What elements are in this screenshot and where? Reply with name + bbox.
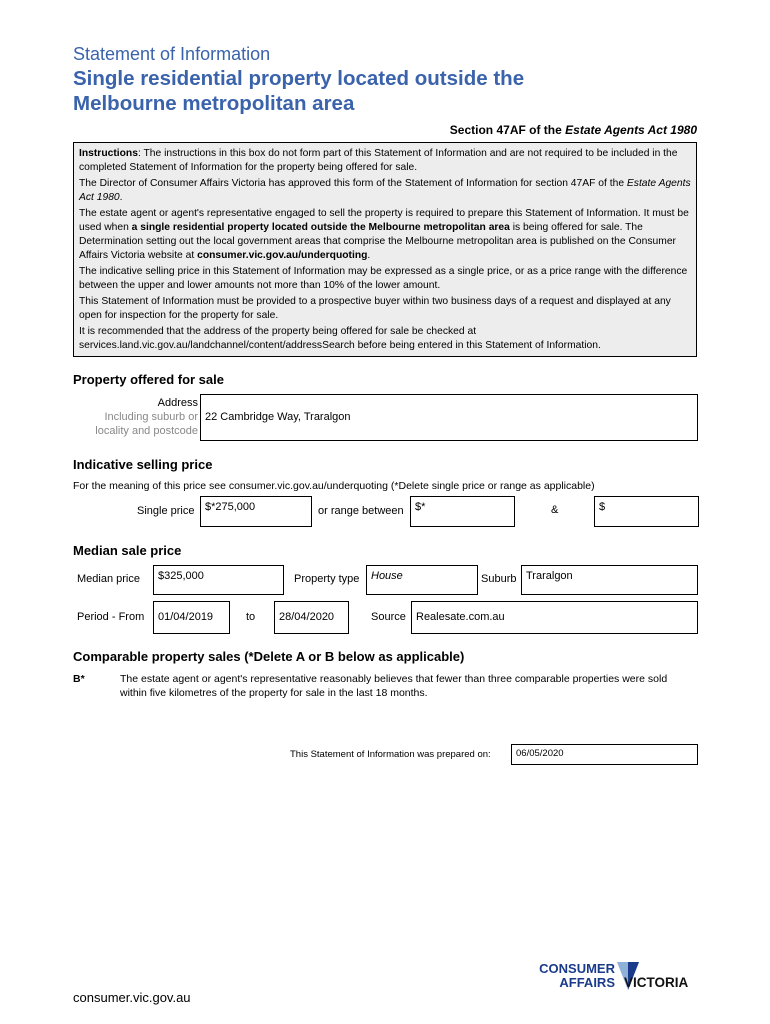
consumer-affairs-victoria-logo: [528, 960, 703, 1000]
instructions-p4: The indicative selling price in this Statement of Information may be expressed as a single price, or as a price range with the difference between the upper and lower amounts not more than 10% of the lower amount.: [79, 266, 688, 291]
instructions-box: [73, 142, 697, 357]
price-heading: Indicative selling price: [73, 457, 213, 472]
median-price-label: Median price: [77, 573, 140, 585]
instructions-p2-text: The Director of Consumer Affairs Victoria has approved this form of the Statement of Information for section 47AF of the: [79, 178, 627, 189]
comparable-text: The estate agent or agent's representative reasonably believes that fewer than three comparable properties were sold within five kilometres of the property for sale in the last 18 months.: [120, 673, 668, 699]
page-title: [73, 66, 693, 116]
source-label: Source: [371, 611, 406, 623]
section-prefix: Section 47AF of the: [449, 123, 566, 137]
address-sublabel-2: locality and postcode: [95, 425, 198, 437]
suburb-field[interactable]: Traralgon: [521, 565, 698, 595]
period-to-label: to: [246, 611, 256, 623]
address-label: Address: [157, 397, 198, 409]
prepared-date-field[interactable]: 06/05/2020: [511, 744, 698, 765]
source-field[interactable]: Realesate.com.au: [411, 601, 698, 634]
logo-mark: [528, 960, 703, 1000]
instructions-p3-end: .: [367, 250, 371, 261]
instructions-p1: [79, 147, 691, 175]
address-sublabel-1: Including suburb or: [104, 411, 198, 423]
instructions-p3: [79, 207, 691, 263]
form-pretitle: Statement of Information: [73, 44, 271, 64]
median-price-field[interactable]: $325,000: [153, 565, 284, 595]
instructions-p3-b: is being offered for sale. The Determination setting out the local government areas that comprise the Melbourne metropolitan area is published on the Consumer Affairs Victoria website at: [79, 222, 676, 261]
period-from-label: Period - From: [77, 611, 145, 623]
property-heading: Property offered for sale: [73, 372, 224, 387]
footer-url: consumer.vic.gov.au: [73, 990, 191, 1005]
price-note: For the meaning of this price see consumer.vic.gov.au/underquoting (*Delete single price or range as applicable): [73, 480, 595, 492]
instructions-p2: [79, 177, 691, 205]
range-label: or range between: [318, 505, 404, 517]
instructions-p3-bold: a single residential property located outside the Melbourne metropolitan area: [131, 222, 510, 233]
instructions-label: Instructions: [79, 148, 138, 159]
instructions-p3-a: The estate agent or agent's representative engaged to sell the property is required to prepare this Statement of Information. It must be used when: [79, 208, 689, 233]
title-line-2: Melbourne metropolitan area: [73, 92, 355, 115]
instructions-p5: This Statement of Information must be provided to a prospective buyer within two business days of a request and displayed at any open for inspection for the property for sale.: [79, 296, 671, 321]
logo-line1: CONSUMER: [539, 961, 615, 976]
single-price-label: Single price: [137, 505, 195, 517]
instructions-p1-text: : The instructions in this box do not form part of this Statement of Information and are not required to be included in the completed Statement of Information for the property being offered for sale.: [79, 148, 678, 173]
period-from-field[interactable]: 01/04/2019: [153, 601, 230, 634]
prepared-label: This Statement of Information was prepared on:: [290, 749, 491, 760]
title-line-1: Single residential property located outside the: [73, 67, 525, 90]
comparable-heading: Comparable property sales (*Delete A or B below as applicable): [73, 649, 465, 664]
period-to-field[interactable]: 28/04/2020: [274, 601, 349, 634]
logo-word: VICTORIA: [624, 975, 689, 990]
median-heading: Median sale price: [73, 543, 182, 558]
range-high-field[interactable]: $: [594, 496, 699, 527]
range-ampersand: &: [551, 504, 559, 516]
comparable-marker: B*: [73, 673, 85, 685]
section-act: Estate Agents Act 1980: [565, 123, 697, 137]
instructions-p2-end: .: [119, 192, 123, 203]
address-field[interactable]: 22 Cambridge Way, Traralgon: [200, 394, 698, 441]
underquoting-link[interactable]: consumer.vic.gov.au/underquoting: [197, 250, 368, 261]
logo-line2: AFFAIRS: [559, 975, 615, 990]
property-type-field[interactable]: House: [366, 565, 478, 595]
instructions-p6: It is recommended that the address of the property being offered for sale be checked at services.land.vic.gov.au/landchannel/content/addressSearch before being entered in this Statement of Information.: [79, 326, 601, 351]
range-low-field[interactable]: $*: [410, 496, 515, 527]
property-type-label: Property type: [294, 573, 360, 585]
address-label-block: [88, 396, 198, 438]
single-price-field[interactable]: $*275,000: [200, 496, 312, 527]
section-reference: [450, 123, 697, 137]
suburb-label: Suburb: [481, 573, 517, 585]
instructions-p2-italic: Estate Agents Act 1980: [79, 178, 691, 203]
